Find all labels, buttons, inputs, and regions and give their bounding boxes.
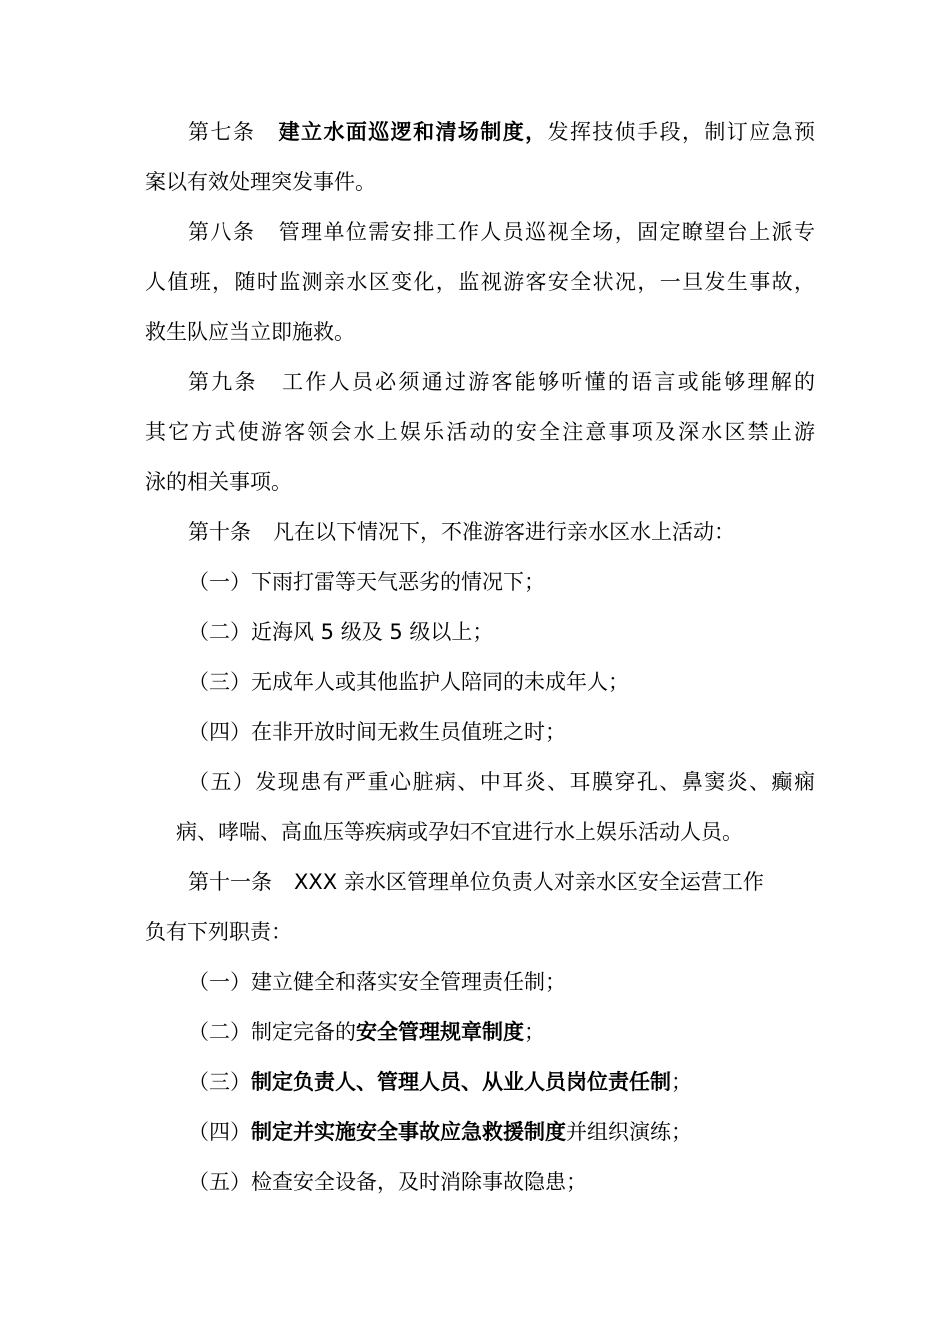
article-9-label: 第九条 <box>188 370 258 394</box>
article-10-item-2: （二）近海风 5 级及 5 级以上； <box>188 620 494 644</box>
article-10-item-3: （三）无成年人或其他监护人陪同的未成年人； <box>188 670 629 694</box>
article-10-line-1 <box>188 517 815 547</box>
article-7-text: 发挥技侦手段，制订应急预 <box>547 120 815 144</box>
article-11-label: 第十一条 <box>188 870 272 894</box>
article-8-text: 管理单位需安排工作人员巡视全场，固定瞭望台上派专 <box>277 220 815 244</box>
article-11-item-3-bold: 制定负责人、管理人员、从业人员岗位责任制 <box>251 1070 671 1094</box>
article-11-item-2 <box>188 1017 815 1047</box>
article-11-item-5: （五）检查安全设备，及时消除事故隐患； <box>188 1170 587 1194</box>
article-11-item-1: （一）建立健全和落实安全管理责任制； <box>188 970 566 994</box>
article-10-item-4: （四）在非开放时间无救生员值班之时； <box>188 720 566 744</box>
article-9-line-3: 泳的相关事项。 <box>145 470 292 494</box>
article-8-label: 第八条 <box>188 220 256 244</box>
article-11-item-3 <box>188 1067 815 1097</box>
article-11-item-2-bold: 安全管理规章制度 <box>356 1020 524 1044</box>
article-11-item-4 <box>188 1117 815 1147</box>
article-10-item-1: （一）下雨打雷等天气恶劣的情况下； <box>188 570 545 594</box>
article-8-line-3: 救生队应当立即施救。 <box>145 320 355 344</box>
article-11-item-3-pre: （三） <box>188 1070 251 1094</box>
article-11-item-4-post: 并组织演练； <box>566 1120 692 1144</box>
article-10-label: 第十条 <box>188 520 251 544</box>
article-7-label: 第七条 <box>188 120 256 144</box>
article-7-line-1 <box>188 117 815 147</box>
article-9-text: 工作人员必须通过游客能够听懂的语言或能够理解的 <box>279 370 815 394</box>
article-11-item-2-pre: （二）制定完备的 <box>188 1020 356 1044</box>
article-9-line-1 <box>188 367 815 397</box>
article-11-item-4-bold: 制定并实施安全事故应急救援制度 <box>251 1120 566 1144</box>
article-10-item-5: （五）发现患有严重心脏病、中耳炎、耳膜穿孔、鼻窦炎、癫痫 <box>188 770 815 794</box>
article-7-bold-heading: 建立水面巡逻和清场制度， <box>277 120 548 144</box>
article-10-item-5-cont: 病、哮喘、高血压等疾病或孕妇不宜进行水上娱乐活动人员。 <box>176 820 743 844</box>
article-11-text: XXX 亲水区管理单位负责人对亲水区安全运营工作 <box>294 870 764 894</box>
article-9-line-2: 其它方式使游客领会水上娱乐活动的安全注意事项及深水区禁止游 <box>145 420 815 444</box>
article-11-item-4-pre: （四） <box>188 1120 251 1144</box>
article-11-line-1 <box>188 867 815 897</box>
article-10-text: 凡在以下情况下，不准游客进行亲水区水上活动： <box>273 520 735 544</box>
article-8-line-2: 人值班，随时监测亲水区变化，监视游客安全状况，一旦发生事故， <box>145 270 815 294</box>
article-8-line-1 <box>188 217 815 247</box>
article-11-item-3-post: ； <box>671 1070 692 1094</box>
article-7-line-2: 案以有效处理突发事件。 <box>145 170 376 194</box>
article-11-item-2-post: ； <box>524 1020 545 1044</box>
article-11-line-2: 负有下列职责： <box>145 920 292 944</box>
